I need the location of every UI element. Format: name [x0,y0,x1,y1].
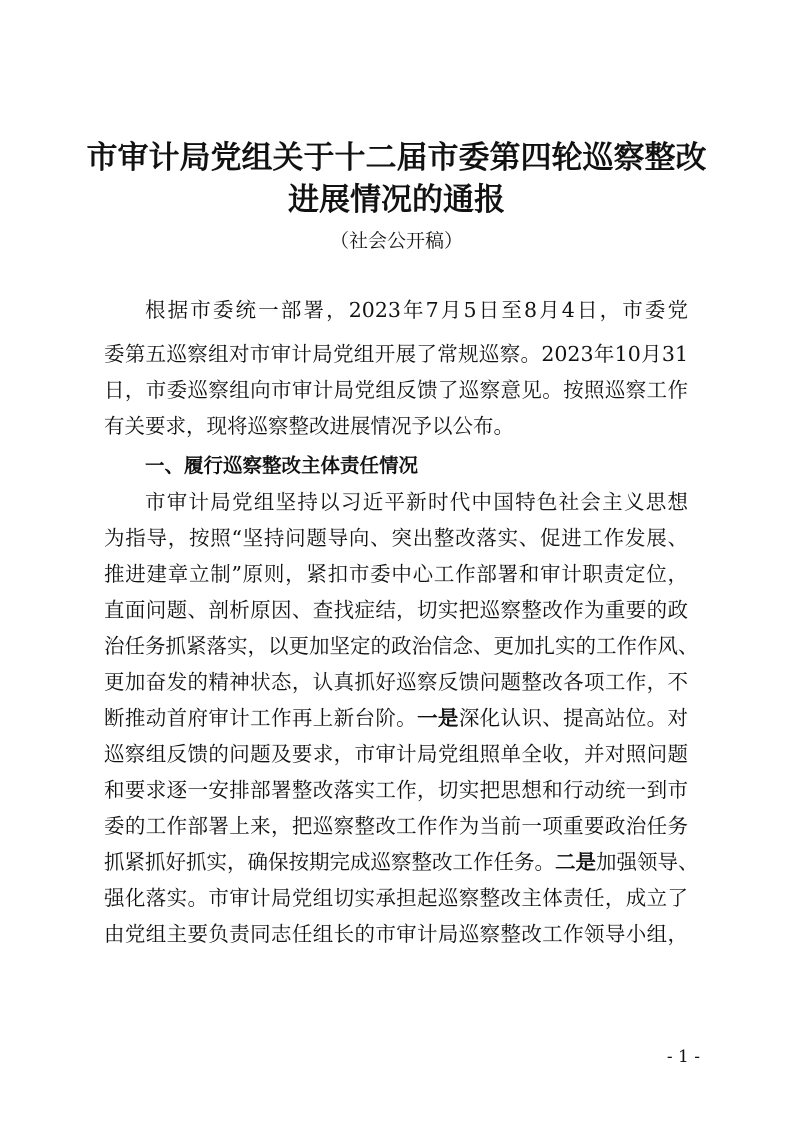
body-line: 市审计局党组坚持以习近平新时代中国特色社会主义思想 [145,490,688,514]
body-line: 根据市委统一部署，2023年7月5日至8月4日，市委党 [145,298,688,322]
body-line: 推进建章立制”原则，紧扣市委中心工作部署和审计职责定位， [104,562,688,586]
emphasis-marker: 二是 [555,850,596,874]
body-line: 由党组主要负责同志任组长的市审计局巡察整改工作领导小组， [104,922,688,946]
document-subtitle: （社会公开稿） [329,230,463,252]
document-title-line-1: 市审计局党组关于十二届市委第四轮巡察整改 [86,140,707,176]
body-line: 委第五巡察组对市审计局党组开展了常规巡察。2023年10月31 [104,342,688,366]
body-line: 更加奋发的精神状态，认真抓好巡察反馈问题整改各项工作，不 [104,670,688,694]
page-number: - 1 - [666,1047,700,1067]
body-line-with-emphasis [104,848,699,876]
section-heading: 一、履行巡察整改主体责任情况 [145,454,419,477]
body-line: 治任务抓紧落实，以更加坚定的政治信念、更加扎实的工作作风、 [104,634,699,658]
body-text: 深化认识、提高站位。对 [458,706,689,730]
body-line: 强化落实。市审计局党组切实承担起巡察整改主体责任，成立了 [104,886,688,910]
body-line: 直面问题、剖析原因、查找症结，切实把巡察整改作为重要的政 [104,598,688,622]
emphasis-marker: 一是 [417,706,459,730]
body-line-with-emphasis [104,704,688,732]
body-text: 加强领导、 [596,850,699,874]
body-text: 抓紧抓好抓实，确保按期完成巡察整改工作任务。 [104,850,555,874]
document-title-line-2: 进展情况的通报 [288,182,505,218]
body-line: 有关要求，现将巡察整改进展情况予以公布。 [104,414,514,438]
body-line: 巡察组反馈的问题及要求，市审计局党组照单全收，并对照问题 [104,742,688,766]
body-line: 和要求逐一安排部署整改落实工作，切实把思想和行动统一到市 [104,778,688,802]
body-text: 断推动首府审计工作再上新台阶。 [104,706,418,730]
body-line: 为指导，按照“坚持问题导向、突出整改落实、促进工作发展、 [104,526,688,550]
body-line: 日，市委巡察组向市审计局党组反馈了巡察意见。按照巡察工作 [104,378,688,402]
body-line: 委的工作部署上来，把巡察整改工作作为当前一项重要政治任务 [104,814,688,838]
